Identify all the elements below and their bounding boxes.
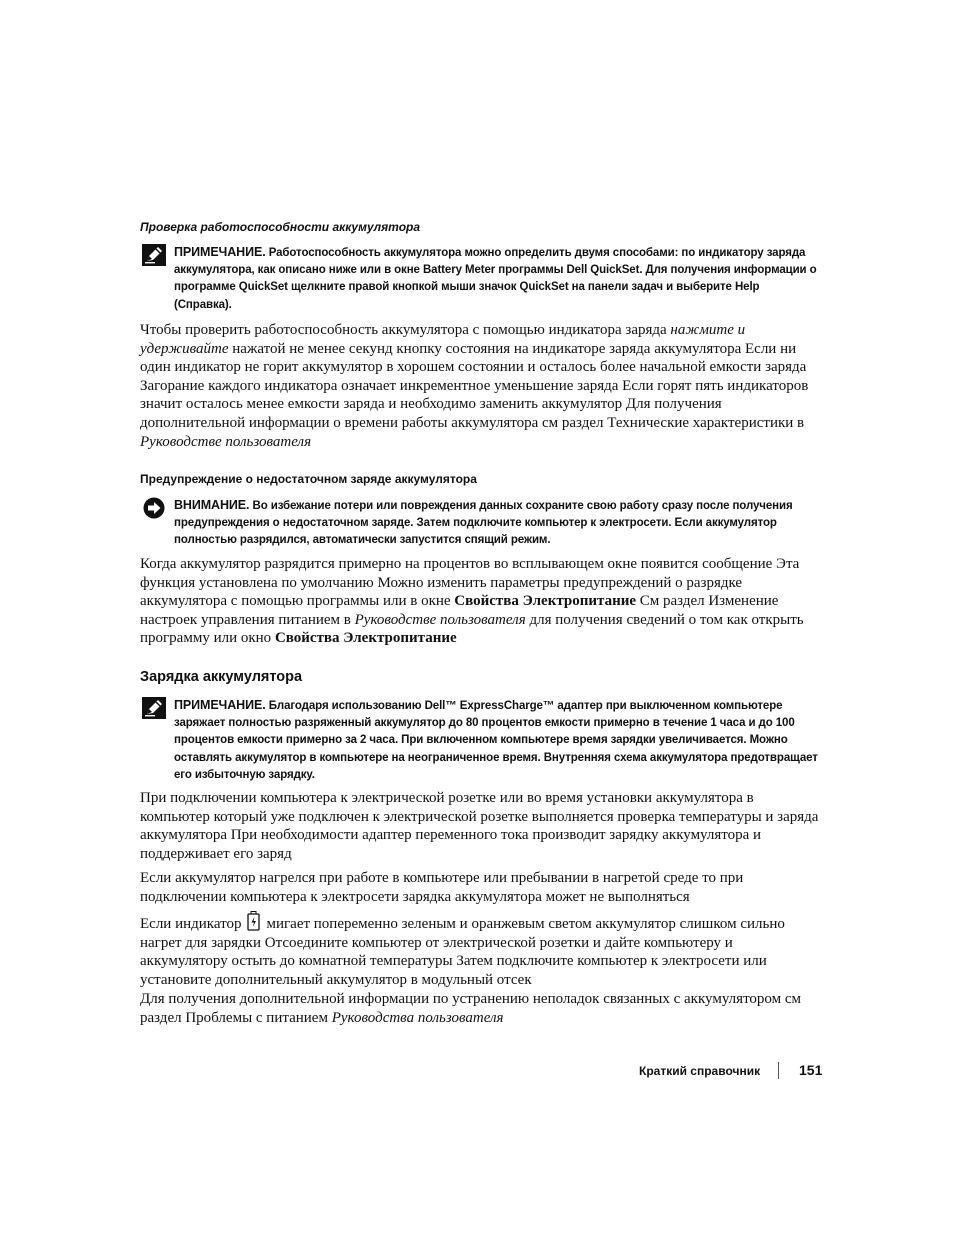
note-label: ПРИМЕЧАНИЕ.: [174, 245, 266, 259]
battery-check-heading: Проверка работоспособности аккумулятора: [140, 220, 421, 234]
paragraph-text: Если индикатор: [140, 916, 242, 932]
paragraph-text: Для получения дополнительной информации по устранению неполадок связанных с аккумулятором см раздел Проблемы с питанием: [140, 991, 802, 1026]
charging-note: [140, 697, 820, 784]
guide-reference: Руководстве пользователя: [140, 433, 312, 450]
paragraph-italic: нажмите и удерживайте: [140, 322, 746, 357]
note-pencil-icon: [142, 697, 166, 719]
paragraph-text: нажатой не менее секунд кнопку состояния на индикаторе заряда аккумулятора Если ни один индикатор не горит аккумулятор в хорошем состоянии и осталось более начальной емкости заряда Загорание каждого индикатора означает инкрементное уменьшение заряда Если горят пять индикаторов значит осталось менее емкости заряда и необходимо заменить аккумулятор Для получения дополнительной информации о времени работы аккумулятора см раздел Технические характеристики в: [140, 340, 809, 431]
power-options-reference: Свойства Электропитание: [274, 630, 457, 647]
footer-divider: [778, 1062, 779, 1079]
battery-indicator-icon: [247, 911, 260, 931]
footer-title: Краткий справочник: [639, 1064, 761, 1078]
paragraph-text: для получения сведений о том как открыть программу или окно: [140, 611, 804, 647]
paragraph-text: Когда аккумулятор разрядится примерно на процентов во всплывающем окне появится сообщение Эта функция установлена по умолчанию Можно изменить параметры предупреждений о разрядке аккумулятора с помощью программы или в окне: [140, 556, 800, 610]
charging-paragraph-4: [140, 990, 820, 1027]
note-pencil-icon: [142, 244, 166, 266]
charging-paragraph-3: [140, 911, 820, 989]
charging-paragraph-2: Если аккумулятор нагрелся при работе в компьютере или пребывании в нагретой среде то при подключении компьютера к электросети зарядка аккумулятора может не выполняться: [140, 870, 744, 905]
note-text: Работоспособность аккумулятора можно определить двумя способами: по индикатору заряда аккумулятора, как описано ниже или в окне Battery Meter программы Dell QuickSet. Для получения информации о программе QuickSet щелкните правой кнопкой мыши значок QuickSet на панели задач и выберите Help (Справка).: [174, 247, 817, 311]
page-footer: [600, 1062, 822, 1080]
paragraph-text: мигает попеременно зеленым и оранжевым светом аккумулятор слишком сильно нагрет для зарядки Отсоедините компьютер от электрической розетки и дайте компьютеру и аккумулятору остыть до комнатной температуры Затем подключите компьютер к электросети или установите дополнительный аккумулятор в модульный отсек: [140, 916, 785, 988]
notice-arrow-icon: [142, 497, 166, 519]
power-options-reference: Свойства Электропитание: [454, 593, 637, 610]
battery-check-note: [140, 244, 820, 314]
guide-reference: Руководстве пользователя: [354, 611, 526, 628]
low-battery-paragraph: [140, 555, 820, 648]
paragraph-text: См раздел Изменение настроек управления питанием в: [140, 593, 779, 628]
notice-text: Во избежание потери или повреждения данных сохраните свою работу сразу после получения предупреждения о недостаточном заряде. Затем подключите компьютер к электросети. Если аккумулятор полностью разрядился, автоматически запустится спящий режим.: [174, 500, 793, 547]
charging-section-title: Зарядка аккумулятора: [140, 669, 303, 685]
note-label: ПРИМЕЧАНИЕ.: [174, 698, 266, 712]
notice-label: ВНИМАНИЕ.: [174, 498, 250, 512]
low-battery-heading: Предупреждение о недостаточном заряде аккумулятора: [140, 472, 477, 486]
low-battery-notice: [140, 497, 820, 550]
battery-check-paragraph: [140, 321, 820, 451]
charging-paragraph-1: При подключении компьютера к электрической розетке или во время установки аккумулятора в компьютер который уже подключен к электрической розетке выполняется проверка температуры и заряда аккумулятора При необходимости адаптер переменного тока производит зарядку аккумулятора и поддерживает его заряд: [140, 790, 819, 862]
guide-reference: Руководства пользователя: [331, 1009, 504, 1026]
note-text: Благодаря использованию Dell™ ExpressCharge™ адаптер при выключенном компьютере заряжает полностью разряженный аккумулятор до 80 процентов емкости примерно в течение 1 часа и до 100 процентов емкости примерно за 2 часа. При включенном компьютере время зарядки увеличивается. Можно оставлять аккумулятор в компьютере на неограниченное время. Внутренняя схема аккумулятора предотвращает его избыточную зарядку.: [174, 700, 818, 781]
page-number: 151: [799, 1062, 823, 1078]
paragraph-text: Чтобы проверить работоспособность аккумулятора с помощью индикатора заряда: [140, 322, 671, 338]
